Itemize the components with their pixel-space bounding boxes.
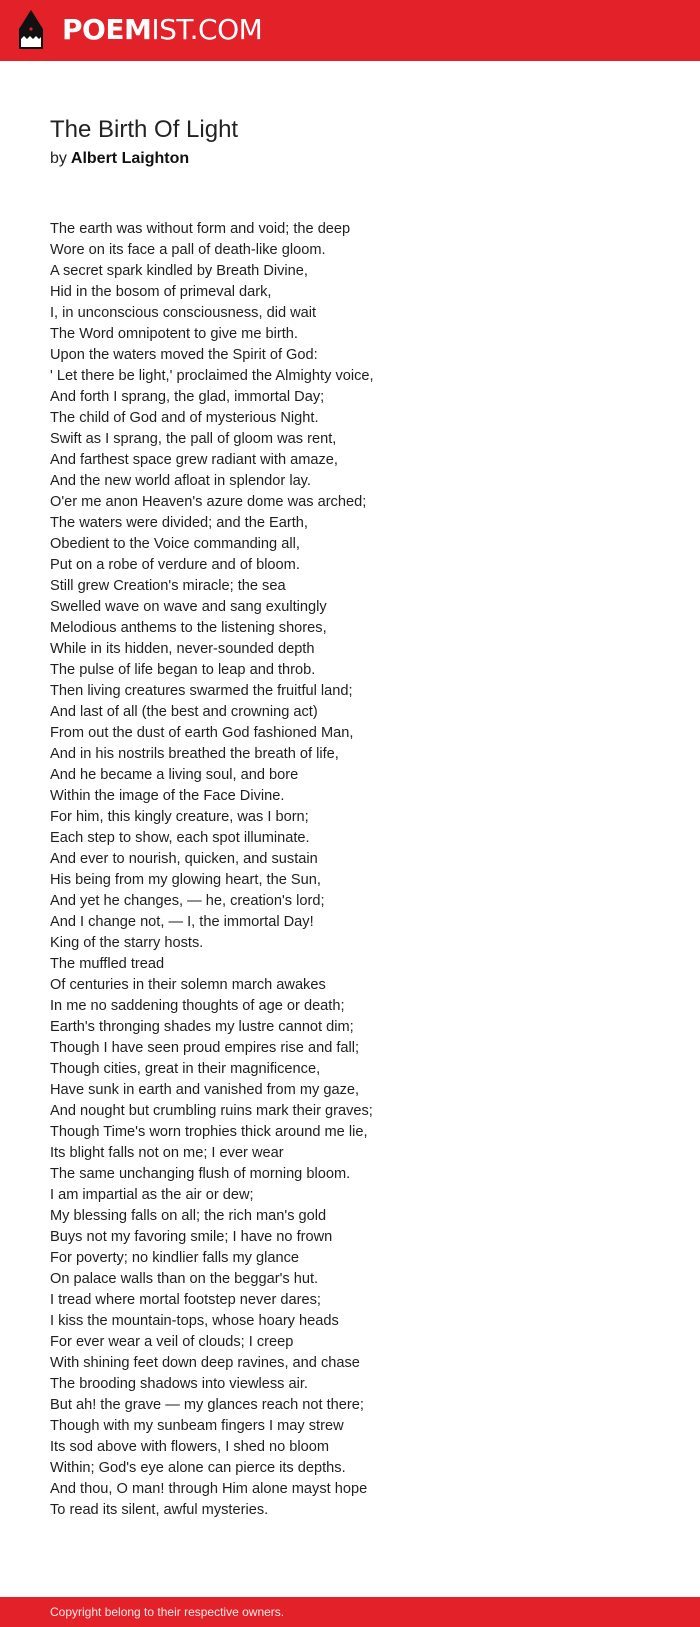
poem-line: While in its hidden, never-sounded depth	[50, 641, 315, 657]
poem-line: And last of all (the best and crowning act)	[50, 704, 318, 720]
site-logo-link[interactable]	[18, 10, 262, 50]
brand-name-light: IST.COM	[151, 13, 263, 46]
poem-line: I kiss the mountain-tops, whose hoary heads	[50, 1313, 339, 1329]
poem-line: Then living creatures swarmed the fruitful land;	[50, 683, 353, 699]
poem-line: And he became a living soul, and bore	[50, 767, 299, 783]
poem-line: ' Let there be light,' proclaimed the Almighty voice,	[50, 368, 374, 384]
poem-line: Hid in the bosom of primeval dark,	[50, 284, 272, 300]
poem-line: Wore on its face a pall of death-like gloom.	[50, 242, 326, 258]
poem-line: Its blight falls not on me; I ever wear	[50, 1145, 284, 1161]
poem-line: I am impartial as the air or dew;	[50, 1187, 254, 1203]
poem-line: The waters were divided; and the Earth,	[50, 515, 308, 531]
poem-line: Each step to show, each spot illuminate.	[50, 830, 310, 846]
poem-line: To read its silent, awful mysteries.	[50, 1502, 269, 1518]
poem-line: For ever wear a veil of clouds; I creep	[50, 1334, 294, 1350]
poem-line: With shining feet down deep ravines, and chase	[50, 1355, 360, 1371]
poem-line: In me no saddening thoughts of age or death;	[50, 998, 345, 1014]
poem-line: Though cities, great in their magnificence,	[50, 1061, 321, 1077]
copyright-text: Copyright belong to their respective owners.	[50, 1605, 285, 1619]
poem-line: The earth was without form and void; the deep	[50, 221, 351, 237]
poem-line: I tread where mortal footstep never dares;	[50, 1292, 321, 1308]
byline-prefix: by	[50, 150, 67, 167]
poem-line: But ah! the grave — my glances reach not there;	[50, 1397, 364, 1413]
poem-line: Though Time's worn trophies thick around me lie,	[50, 1124, 368, 1140]
poem-line: The Word omnipotent to give me birth.	[50, 326, 298, 342]
poem-line: Buys not my favoring smile; I have no frown	[50, 1229, 333, 1245]
poem-line: Of centuries in their solemn march awakes	[50, 977, 326, 993]
poem-line: For poverty; no kindlier falls my glance	[50, 1250, 300, 1266]
byline	[50, 148, 189, 170]
poem-line: Though I have seen proud empires rise and fall;	[50, 1040, 360, 1056]
poem-line: King of the starry hosts.	[50, 935, 204, 951]
poem-line: And nought but crumbling ruins mark their graves;	[50, 1103, 373, 1119]
poem-line: Upon the waters moved the Spirit of God:	[50, 347, 318, 363]
poem-line: And farthest space grew radiant with amaze,	[50, 452, 338, 468]
poem-line: O'er me anon Heaven's azure dome was arched;	[50, 494, 367, 510]
poem-body	[50, 219, 670, 1521]
poem-line: Swelled wave on wave and sang exultingly	[50, 599, 327, 615]
poem-line: For him, this kingly creature, was I born;	[50, 809, 309, 825]
poem-line: From out the dust of earth God fashioned Man,	[50, 725, 354, 741]
pen-nib-icon	[18, 9, 44, 51]
brand-name	[62, 10, 262, 50]
brand-name-bold: POEM	[62, 13, 152, 46]
poem-line: Though with my sunbeam fingers I may strew	[50, 1418, 344, 1434]
poem-line: And forth I sprang, the glad, immortal Day;	[50, 389, 325, 405]
poem-line: Melodious anthems to the listening shores,	[50, 620, 327, 636]
poem-line: His being from my glowing heart, the Sun,	[50, 872, 321, 888]
poem-line: The brooding shadows into viewless air.	[50, 1376, 308, 1392]
poem-line: The pulse of life began to leap and throb.	[50, 662, 316, 678]
poem-line: Its sod above with flowers, I shed no bloom	[50, 1439, 330, 1455]
poem-line: The child of God and of mysterious Night.	[50, 410, 319, 426]
poem-line: A secret spark kindled by Breath Divine,	[50, 263, 308, 279]
poem-line: The same unchanging flush of morning bloom.	[50, 1166, 351, 1182]
poem-line: The muffled tread	[50, 956, 165, 972]
author-link[interactable]: Albert Laighton	[70, 150, 190, 167]
site-footer	[0, 1597, 700, 1627]
poem-line: Earth's thronging shades my lustre cannot dim;	[50, 1019, 354, 1035]
poem-line: I, in unconscious consciousness, did wait	[50, 305, 317, 321]
poem-line: Obedient to the Voice commanding all,	[50, 536, 300, 552]
poem-line: Put on a robe of verdure and of bloom.	[50, 557, 300, 573]
poem-line: And thou, O man! through Him alone mayst hope	[50, 1481, 368, 1497]
site-header	[0, 0, 700, 61]
poem-line: And ever to nourish, quicken, and sustain	[50, 851, 318, 867]
poem-line: And yet he changes, — he, creation's lord;	[50, 893, 325, 909]
poem-line: My blessing falls on all; the rich man's gold	[50, 1208, 327, 1224]
poem-line: Swift as I sprang, the pall of gloom was rent,	[50, 431, 337, 447]
poem-line: And in his nostrils breathed the breath of life,	[50, 746, 339, 762]
poem-line: And the new world afloat in splendor lay.	[50, 473, 311, 489]
poem-title: The Birth Of Light	[50, 116, 239, 143]
poem-line: On palace walls than on the beggar's hut.	[50, 1271, 319, 1287]
poem-line: And I change not, — I, the immortal Day!	[50, 914, 314, 930]
poem-line: Have sunk in earth and vanished from my gaze,	[50, 1082, 360, 1098]
poem-line: Within the image of the Face Divine.	[50, 788, 285, 804]
poem-line: Within; God's eye alone can pierce its depths.	[50, 1460, 346, 1476]
poem-line: Still grew Creation's miracle; the sea	[50, 578, 286, 594]
